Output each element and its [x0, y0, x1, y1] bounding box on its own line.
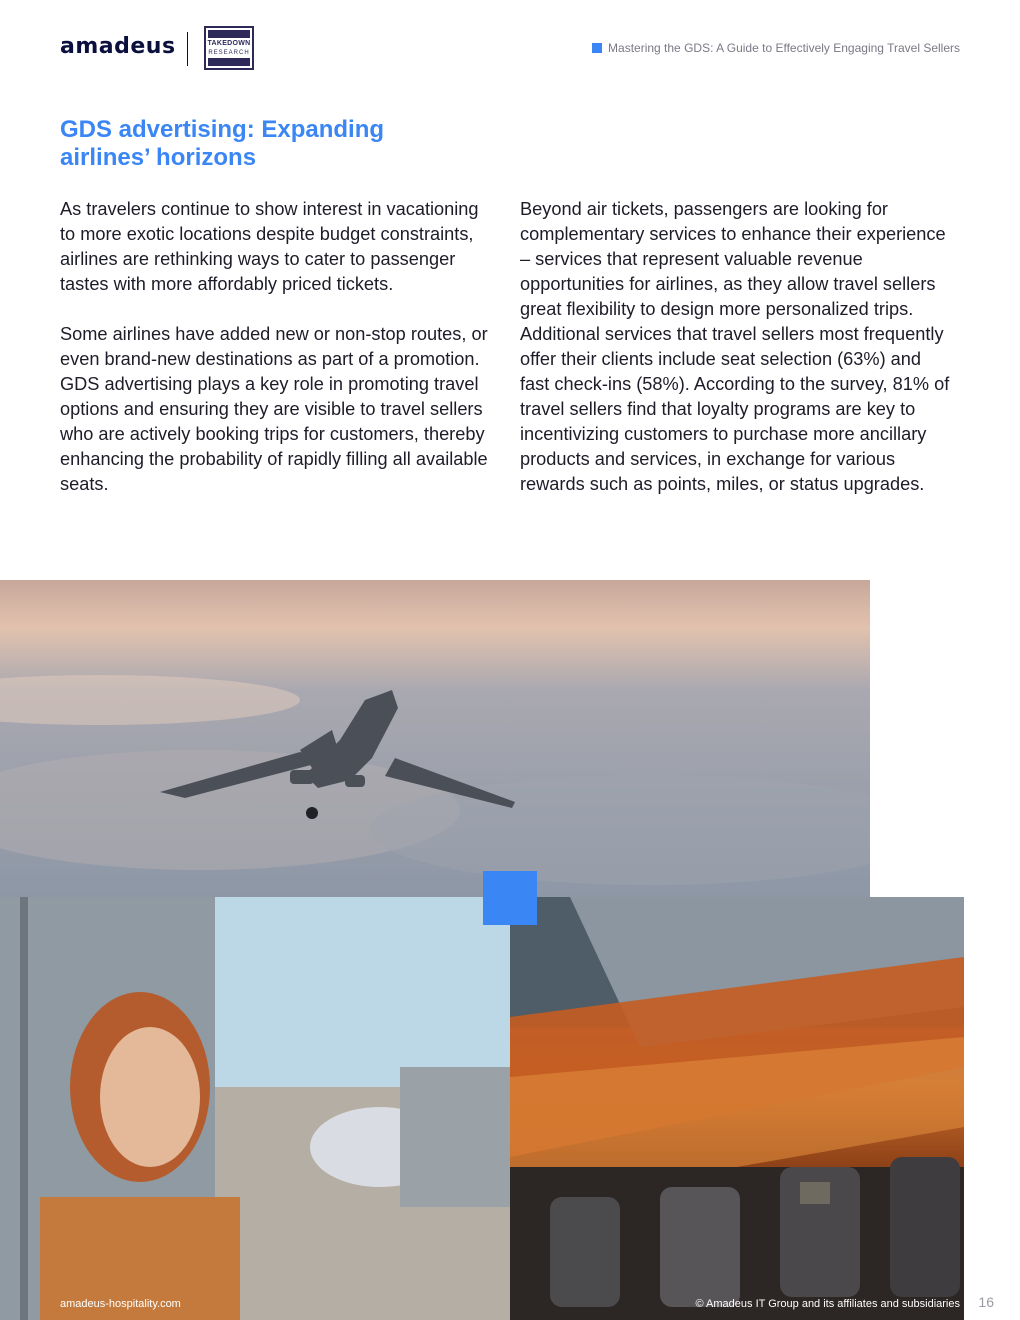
- footer-copyright: © Amadeus IT Group and its affiliates and subsidiaries: [695, 1298, 960, 1310]
- airplane-cabin-photo: [510, 897, 964, 1320]
- partner-logo-line1: TAKEDOWN: [207, 40, 251, 47]
- airplane-over-clouds-photo: [0, 580, 870, 897]
- right-paragraph-1: Beyond air tickets, passengers are looking for complementary services to enhance their experience – services that represent valuable revenue opportunities for airlines, as they allow travel sellers great flexibility to design more personalized trips. Additional services that travel sellers most frequently offer their clients include seat selection (63%) and fast check-ins (58%). According to the survey, 81% of travel sellers find that loyalty programs are key to incentivizing customers to purchase more ancillary products and services, in exchange for various rewards such as points, miles, or status upgrades.: [520, 199, 950, 494]
- partner-logo-line2: RESEARCH: [208, 50, 250, 56]
- footer-website[interactable]: amadeus-hospitality.com: [60, 1298, 181, 1310]
- takedown-research-logo: [204, 26, 254, 70]
- left-paragraph-2: Some airlines have added new or non-stop routes, or even brand-new destinations as part of a promotion. GDS advertising plays a key role in promoting travel options and ensuring they are visible to travel sellers who are actively booking trips for customers, thereby enhancing the probability of rapidly filling all available seats.: [60, 324, 488, 494]
- document-title-header: [592, 41, 960, 55]
- right-column: [520, 197, 950, 522]
- amadeus-logo: amadeus: [60, 34, 176, 59]
- section-title: GDS advertising: Expanding airlines’ horizons: [60, 116, 385, 171]
- woman-at-airport-photo: [0, 897, 510, 1320]
- blue-square-icon: [592, 43, 602, 53]
- page-number: 16: [978, 1294, 994, 1310]
- left-column: [60, 197, 490, 522]
- left-paragraph-1: As travelers continue to show interest in vacationing to more exotic locations despite budget constraints, airlines are rethinking ways to cater to passenger tastes with more affordably priced tickets.: [60, 199, 479, 294]
- airplane-illustration: [0, 580, 870, 897]
- decorative-blue-square: [483, 871, 537, 925]
- document-title: Mastering the GDS: A Guide to Effectively Engaging Travel Sellers: [608, 41, 960, 55]
- logo-divider: [187, 32, 188, 66]
